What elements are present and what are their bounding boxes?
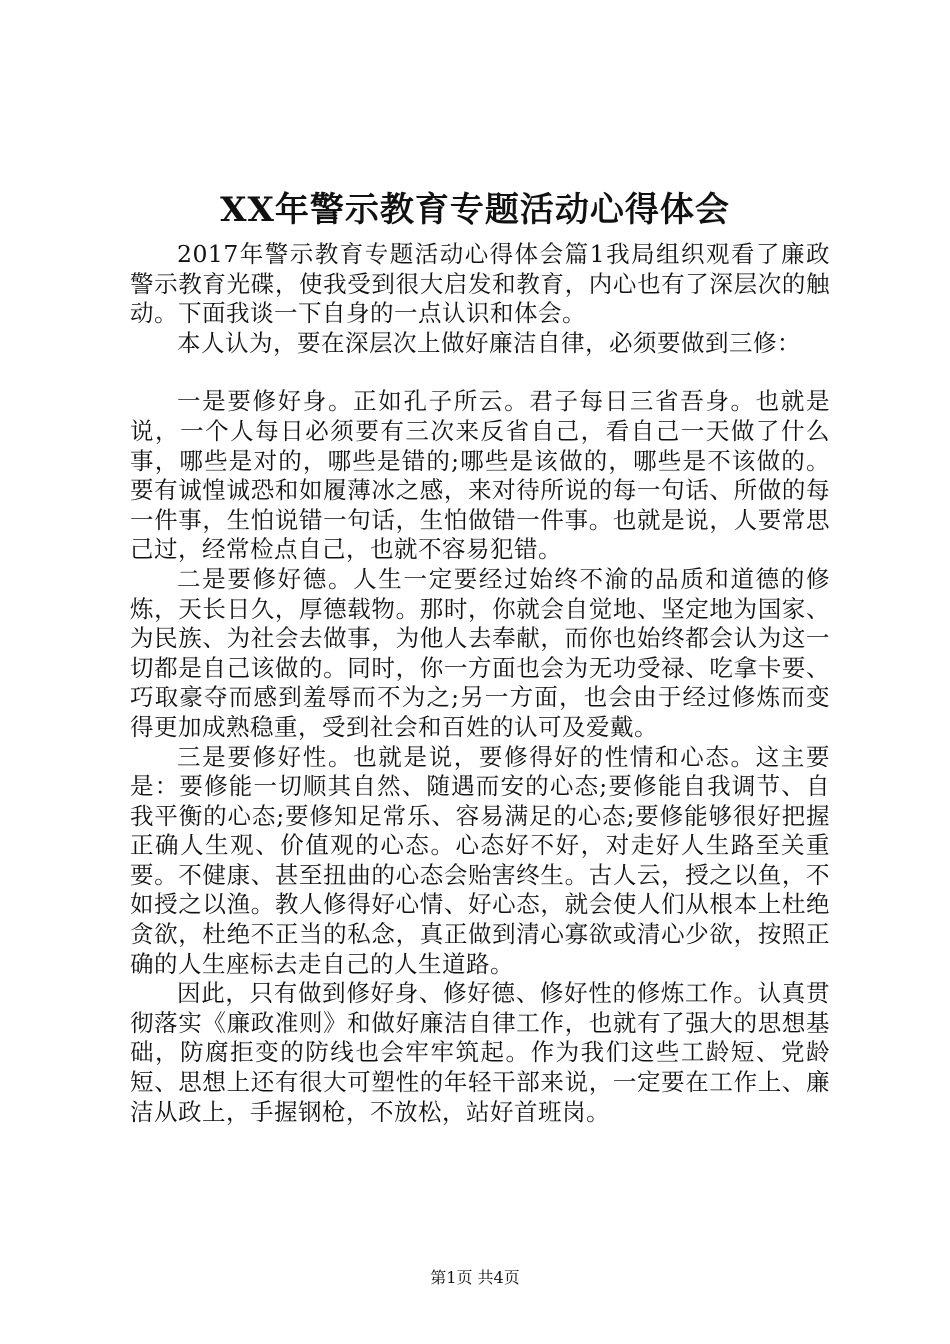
page-footer: 第1页 共4页 (430, 1268, 520, 1287)
paragraph-cultivate-virtue: 二是要修好德。人生一定要经过始终不渝的品质和道德的修炼，天长日久，厚德载物。那时，你就会自觉地、坚定地为国家、为民族、为社会去做事，为他人去奉献，而你也始终都会认为这一切都是自己该做的。同时，你一方面也会为无功受禄、吃拿卡要、巧取豪夺而感到羞辱而不为之;另一方面，也会由于经过修炼而变得更加成熟稳重，受到社会和百姓的认可及爱戴。 (130, 564, 830, 741)
paragraph-conclusion: 因此，只有做到修好身、修好德、修好性的修炼工作。认真贯彻落实《廉政准则》和做好廉洁自律工作，也就有了强大的思想基础，防腐拒变的防线也会牢牢筑起。作为我们这些工龄短、党龄短、思想上还有很大可塑性的年轻干部来说，一定要在工作上、廉洁从政上，手握钢枪，不放松，站好首班岗。 (130, 979, 830, 1126)
paragraph-intro: 2017年警示教育专题活动心得体会篇1我局组织观看了廉政警示教育光碟，使我受到很大启发和教育，内心也有了深层次的触动。下面我谈一下自身的一点认识和体会。 (130, 240, 830, 328)
document-title: XX年警示教育专题活动心得体会 (220, 190, 730, 230)
paragraph-cultivate-self: 一是要修好身。正如孔子所云。君子每日三省吾身。也就是说，一个人每日必须要有三次来反省自己，看自己一天做了什么事，哪些是对的，哪些是错的;哪些是该做的，哪些是不该做的。要有诚惶诚恐和如履薄冰之感，来对待所说的每一句话、所做的每一件事，生怕说错一句话，生怕做错一件事。也就是说，人要常思己过，经常检点自己，也就不容易犯错。 (130, 387, 830, 564)
paragraph-cultivate-temperament: 三是要修好性。也就是说，要修得好的性情和心态。这主要是：要修能一切顺其自然、随遇而安的心态;要修能自我调节、自我平衡的心态;要修知足常乐、容易满足的心态;要修能够很好把握正确人生观、价值观的心态。心态好不好，对走好人生路至关重要。不健康、甚至扭曲的心态会贻害终生。古人云，授之以鱼，不如授之以渔。教人修得好心情、好心态，就会使人们从根本上杜绝贪欲，杜绝不正当的私念，真正做到清心寡欲或清心少欲，按照正确的人生座标去走自己的人生道路。 (130, 742, 830, 978)
document-body (130, 240, 830, 1127)
paragraph-three-cultivations: 本人认为，要在深层次上做好廉洁自律，必须要做到三修： (177, 328, 801, 357)
